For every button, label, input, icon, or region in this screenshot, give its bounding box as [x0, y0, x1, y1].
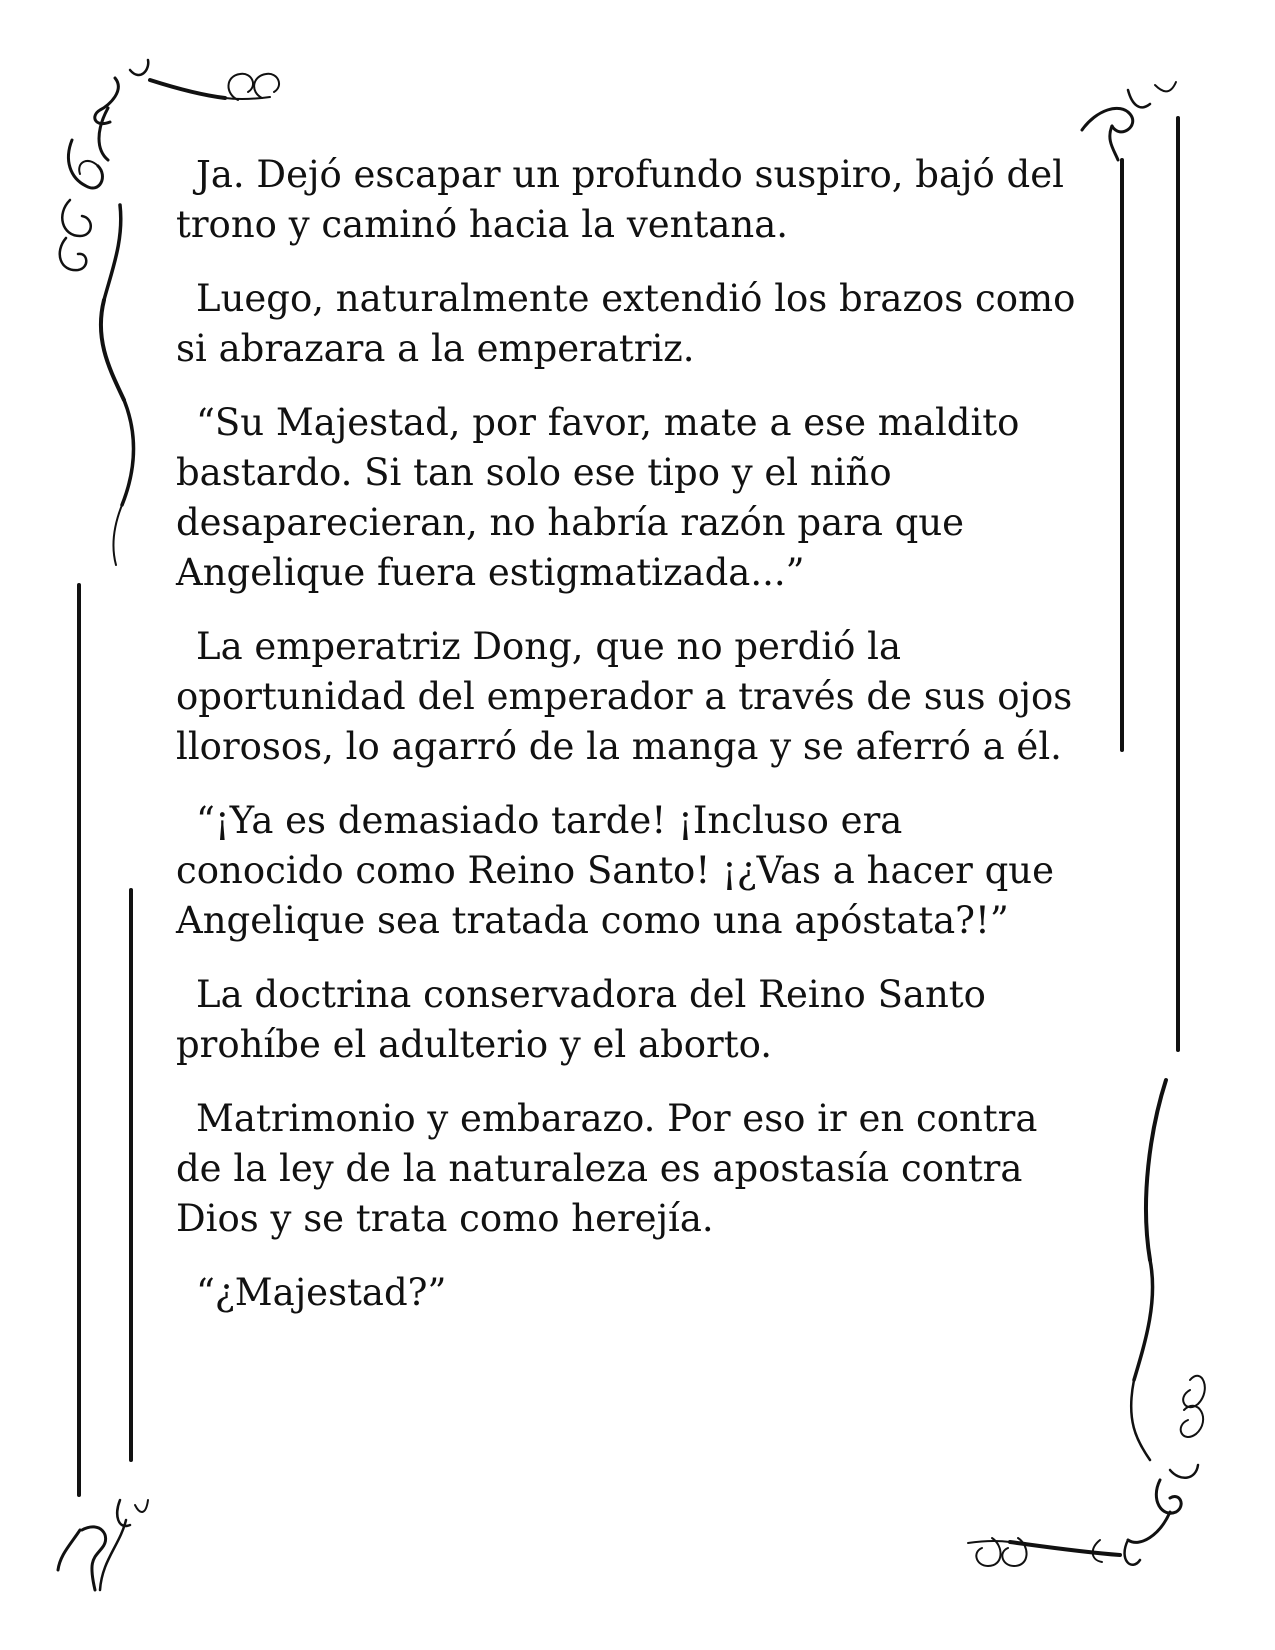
- paragraph: “Su Majestad, por favor, mate a ese maldito bastardo. Si tan solo ese tipo y el niño desaparecieran, no habría razón para que Angelique fuera estigmatizada...”: [176, 401, 1020, 594]
- paragraph: Matrimonio y embarazo. Por eso ir en contra de la ley de la naturaleza es apostasía contra Dios y se trata como herejía.: [176, 1097, 1038, 1240]
- paragraph: “¿Majestad?”: [196, 1271, 447, 1314]
- paragraph: Ja. Dejó escapar un profundo suspiro, bajó del trono y caminó hacia la ventana.: [176, 153, 1064, 246]
- top-right-flourish-icon: [1082, 82, 1178, 1050]
- paragraph: Luego, naturalmente extendió los brazos como si abrazara a la emperatriz.: [176, 277, 1076, 370]
- paragraph: La doctrina conservadora del Reino Santo prohíbe el adulterio y el aborto.: [176, 973, 986, 1066]
- bottom-left-flourish-icon: [58, 1500, 148, 1590]
- paragraph: “¡Ya es demasiado tarde! ¡Incluso era conocido como Reino Santo! ¡¿Vas a hacer que Angelique sea tratada como una apóstata?!”: [176, 799, 1054, 942]
- story-text: [176, 150, 1076, 1318]
- paragraph: La emperatriz Dong, que no perdió la oportunidad del emperador a través de sus ojos llorosos, lo agarró de la manga y se aferró a él.: [176, 625, 1073, 768]
